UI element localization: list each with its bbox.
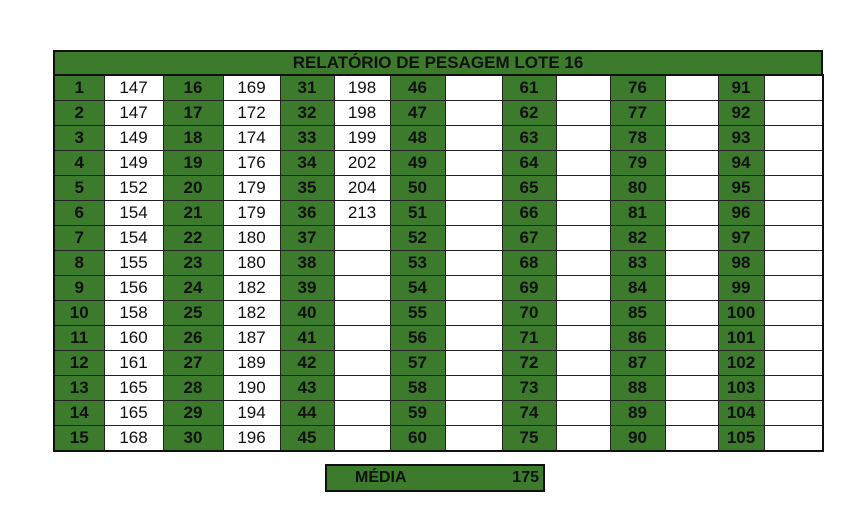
lot-number-cell: 25 [163, 301, 223, 326]
weight-cell [665, 126, 718, 151]
lot-number-cell: 103 [718, 376, 764, 401]
lot-number-cell: 52 [390, 226, 445, 251]
weight-cell [665, 101, 718, 126]
weight-cell [665, 401, 718, 426]
weight-cell [764, 176, 823, 201]
weight-cell [556, 376, 610, 401]
lot-number-cell: 24 [163, 276, 223, 301]
lot-number-cell: 29 [163, 401, 223, 426]
lot-number-cell: 89 [610, 401, 665, 426]
weight-cell [665, 75, 718, 101]
lot-number-cell: 41 [280, 326, 334, 351]
weight-cell: 202 [334, 151, 390, 176]
weight-cell: 149 [104, 126, 163, 151]
weight-cell: 172 [223, 101, 280, 126]
lot-number-cell: 88 [610, 376, 665, 401]
lot-number-cell: 44 [280, 401, 334, 426]
lot-number-cell: 86 [610, 326, 665, 351]
lot-number-cell: 36 [280, 201, 334, 226]
lot-number-cell: 20 [163, 176, 223, 201]
lot-number-cell: 71 [502, 326, 556, 351]
weight-cell [556, 276, 610, 301]
weight-cell [665, 226, 718, 251]
weight-cell: 147 [104, 75, 163, 101]
weight-cell: 180 [223, 226, 280, 251]
report-title: RELATÓRIO DE PESAGEM LOTE 16 [53, 50, 823, 74]
lot-number-cell: 10 [54, 301, 104, 326]
table-row [54, 151, 823, 176]
weight-cell [445, 301, 502, 326]
lot-number-cell: 33 [280, 126, 334, 151]
lot-number-cell: 28 [163, 376, 223, 401]
weight-cell: 165 [104, 401, 163, 426]
weight-cell [445, 426, 502, 452]
weight-cell [764, 101, 823, 126]
lot-number-cell: 58 [390, 376, 445, 401]
lot-number-cell: 17 [163, 101, 223, 126]
lot-number-cell: 21 [163, 201, 223, 226]
lot-number-cell: 5 [54, 176, 104, 201]
average-box [325, 464, 545, 492]
lot-number-cell: 101 [718, 326, 764, 351]
weight-cell: 182 [223, 276, 280, 301]
table-row [54, 201, 823, 226]
weighing-report-sheet [53, 50, 823, 452]
lot-number-cell: 12 [54, 351, 104, 376]
lot-number-cell: 84 [610, 276, 665, 301]
lot-number-cell: 79 [610, 151, 665, 176]
average-value: 175 [512, 469, 539, 486]
lot-number-cell: 47 [390, 101, 445, 126]
lot-number-cell: 18 [163, 126, 223, 151]
lot-number-cell: 2 [54, 101, 104, 126]
lot-number-cell: 8 [54, 251, 104, 276]
weight-cell: 199 [334, 126, 390, 151]
weight-cell [556, 401, 610, 426]
lot-number-cell: 81 [610, 201, 665, 226]
weight-cell: 174 [223, 126, 280, 151]
table-row [54, 326, 823, 351]
lot-number-cell: 78 [610, 126, 665, 151]
weight-cell [665, 151, 718, 176]
weight-cell: 176 [223, 151, 280, 176]
weight-cell: 190 [223, 376, 280, 401]
average-label: MÉDIA [355, 469, 407, 486]
weight-cell [556, 101, 610, 126]
weight-cell [334, 401, 390, 426]
lot-number-cell: 99 [718, 276, 764, 301]
weight-cell [665, 301, 718, 326]
lot-number-cell: 49 [390, 151, 445, 176]
weight-cell: 179 [223, 201, 280, 226]
lot-number-cell: 83 [610, 251, 665, 276]
table-row [54, 126, 823, 151]
table-row [54, 276, 823, 301]
lot-number-cell: 93 [718, 126, 764, 151]
lot-number-cell: 53 [390, 251, 445, 276]
weight-cell [445, 376, 502, 401]
weight-cell: 161 [104, 351, 163, 376]
lot-number-cell: 75 [502, 426, 556, 452]
weight-cell [665, 351, 718, 376]
weights-table [53, 74, 824, 452]
weight-cell [764, 351, 823, 376]
lot-number-cell: 104 [718, 401, 764, 426]
weight-cell [556, 426, 610, 452]
weight-cell [334, 326, 390, 351]
weight-cell: 179 [223, 176, 280, 201]
weight-cell [764, 401, 823, 426]
lot-number-cell: 92 [718, 101, 764, 126]
lot-number-cell: 3 [54, 126, 104, 151]
weight-cell [764, 226, 823, 251]
lot-number-cell: 96 [718, 201, 764, 226]
table-row [54, 226, 823, 251]
lot-number-cell: 74 [502, 401, 556, 426]
weight-cell: 168 [104, 426, 163, 452]
weight-cell [445, 326, 502, 351]
weight-cell: 158 [104, 301, 163, 326]
lot-number-cell: 16 [163, 75, 223, 101]
weight-cell: 182 [223, 301, 280, 326]
lot-number-cell: 26 [163, 326, 223, 351]
weight-cell [665, 201, 718, 226]
weight-cell [556, 75, 610, 101]
weight-cell [764, 326, 823, 351]
lot-number-cell: 97 [718, 226, 764, 251]
weight-cell [556, 251, 610, 276]
table-row [54, 101, 823, 126]
lot-number-cell: 94 [718, 151, 764, 176]
weight-cell [764, 376, 823, 401]
weight-cell [556, 201, 610, 226]
lot-number-cell: 82 [610, 226, 665, 251]
lot-number-cell: 70 [502, 301, 556, 326]
weight-cell [445, 75, 502, 101]
lot-number-cell: 62 [502, 101, 556, 126]
weight-cell [334, 301, 390, 326]
lot-number-cell: 32 [280, 101, 334, 126]
weight-cell [334, 426, 390, 452]
lot-number-cell: 100 [718, 301, 764, 326]
table-row [54, 251, 823, 276]
lot-number-cell: 55 [390, 301, 445, 326]
lot-number-cell: 7 [54, 226, 104, 251]
weight-cell: 196 [223, 426, 280, 452]
lot-number-cell: 9 [54, 276, 104, 301]
weight-cell [764, 301, 823, 326]
weight-cell [445, 151, 502, 176]
weight-cell [445, 276, 502, 301]
weight-cell [665, 376, 718, 401]
lot-number-cell: 77 [610, 101, 665, 126]
weight-cell [556, 351, 610, 376]
lot-number-cell: 60 [390, 426, 445, 452]
weight-cell [556, 151, 610, 176]
lot-number-cell: 46 [390, 75, 445, 101]
weight-cell [764, 151, 823, 176]
weight-cell [445, 401, 502, 426]
lot-number-cell: 35 [280, 176, 334, 201]
table-row [54, 426, 823, 452]
lot-number-cell: 11 [54, 326, 104, 351]
table-row [54, 301, 823, 326]
weight-cell [445, 176, 502, 201]
lot-number-cell: 19 [163, 151, 223, 176]
lot-number-cell: 69 [502, 276, 556, 301]
weight-cell: 169 [223, 75, 280, 101]
weight-cell [334, 351, 390, 376]
lot-number-cell: 30 [163, 426, 223, 452]
lot-number-cell: 42 [280, 351, 334, 376]
weight-cell [665, 426, 718, 452]
table-row [54, 351, 823, 376]
table-row [54, 401, 823, 426]
weight-cell [764, 201, 823, 226]
lot-number-cell: 90 [610, 426, 665, 452]
lot-number-cell: 39 [280, 276, 334, 301]
lot-number-cell: 76 [610, 75, 665, 101]
lot-number-cell: 14 [54, 401, 104, 426]
weight-cell [556, 326, 610, 351]
lot-number-cell: 65 [502, 176, 556, 201]
weight-cell [445, 226, 502, 251]
table-row [54, 176, 823, 201]
lot-number-cell: 13 [54, 376, 104, 401]
weight-cell [665, 326, 718, 351]
weight-cell [764, 276, 823, 301]
lot-number-cell: 43 [280, 376, 334, 401]
lot-number-cell: 67 [502, 226, 556, 251]
weight-cell [764, 251, 823, 276]
lot-number-cell: 59 [390, 401, 445, 426]
weight-cell [665, 276, 718, 301]
lot-number-cell: 63 [502, 126, 556, 151]
lot-number-cell: 23 [163, 251, 223, 276]
weight-cell: 198 [334, 75, 390, 101]
weight-cell [445, 351, 502, 376]
lot-number-cell: 87 [610, 351, 665, 376]
weight-cell [556, 176, 610, 201]
lot-number-cell: 37 [280, 226, 334, 251]
weight-cell: 194 [223, 401, 280, 426]
lot-number-cell: 85 [610, 301, 665, 326]
lot-number-cell: 72 [502, 351, 556, 376]
weight-cell: 156 [104, 276, 163, 301]
lot-number-cell: 54 [390, 276, 445, 301]
lot-number-cell: 50 [390, 176, 445, 201]
weight-cell: 154 [104, 201, 163, 226]
lot-number-cell: 95 [718, 176, 764, 201]
lot-number-cell: 80 [610, 176, 665, 201]
lot-number-cell: 15 [54, 426, 104, 452]
weight-cell: 154 [104, 226, 163, 251]
weight-cell: 149 [104, 151, 163, 176]
weight-cell [556, 301, 610, 326]
weight-cell [764, 126, 823, 151]
lot-number-cell: 40 [280, 301, 334, 326]
lot-number-cell: 98 [718, 251, 764, 276]
weight-cell [764, 75, 823, 101]
weight-cell: 213 [334, 201, 390, 226]
weight-cell: 165 [104, 376, 163, 401]
weight-cell [764, 426, 823, 452]
weight-cell [445, 126, 502, 151]
weight-cell: 147 [104, 101, 163, 126]
weight-cell [334, 376, 390, 401]
lot-number-cell: 27 [163, 351, 223, 376]
lot-number-cell: 64 [502, 151, 556, 176]
lot-number-cell: 38 [280, 251, 334, 276]
weight-cell: 204 [334, 176, 390, 201]
weight-cell [445, 201, 502, 226]
weight-cell: 187 [223, 326, 280, 351]
weight-cell [334, 226, 390, 251]
lot-number-cell: 91 [718, 75, 764, 101]
lot-number-cell: 56 [390, 326, 445, 351]
weight-cell [556, 226, 610, 251]
lot-number-cell: 34 [280, 151, 334, 176]
lot-number-cell: 73 [502, 376, 556, 401]
lot-number-cell: 48 [390, 126, 445, 151]
lot-number-cell: 6 [54, 201, 104, 226]
weight-cell [334, 276, 390, 301]
weight-cell: 152 [104, 176, 163, 201]
lot-number-cell: 102 [718, 351, 764, 376]
weight-cell [556, 126, 610, 151]
weight-cell [445, 251, 502, 276]
weight-cell: 160 [104, 326, 163, 351]
lot-number-cell: 57 [390, 351, 445, 376]
weight-cell: 155 [104, 251, 163, 276]
weight-cell: 198 [334, 101, 390, 126]
table-row [54, 376, 823, 401]
lot-number-cell: 66 [502, 201, 556, 226]
weight-cell [665, 176, 718, 201]
lot-number-cell: 4 [54, 151, 104, 176]
lot-number-cell: 51 [390, 201, 445, 226]
weight-cell: 189 [223, 351, 280, 376]
weight-cell: 180 [223, 251, 280, 276]
lot-number-cell: 22 [163, 226, 223, 251]
lot-number-cell: 61 [502, 75, 556, 101]
lot-number-cell: 1 [54, 75, 104, 101]
weight-cell [334, 251, 390, 276]
lot-number-cell: 105 [718, 426, 764, 452]
lot-number-cell: 68 [502, 251, 556, 276]
lot-number-cell: 45 [280, 426, 334, 452]
lot-number-cell: 31 [280, 75, 334, 101]
weight-cell [445, 101, 502, 126]
table-row [54, 75, 823, 101]
weight-cell [665, 251, 718, 276]
